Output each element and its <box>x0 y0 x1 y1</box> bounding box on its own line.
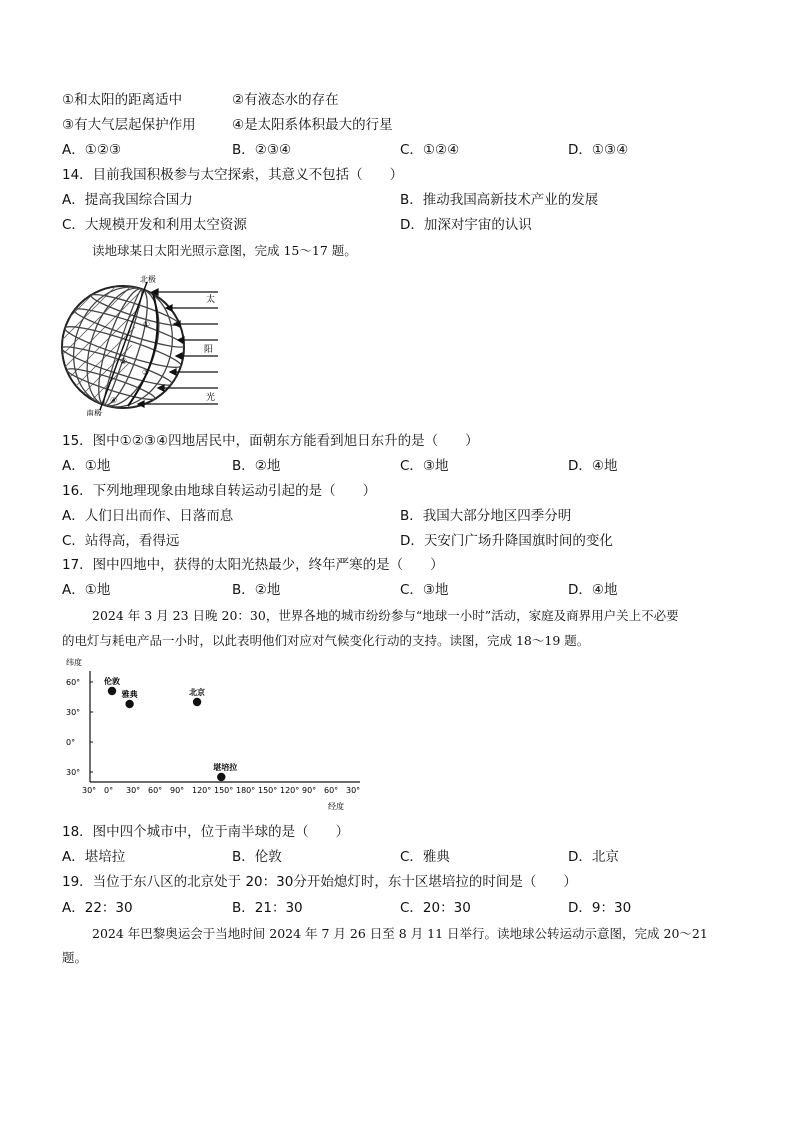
chart-y-tick-label: 0° <box>66 738 76 747</box>
q18-stem: 18．图中四个城市中，位于南半球的是（ ） <box>62 824 350 840</box>
chart-x-tick-label: 120° <box>280 786 300 795</box>
chart-x-tick-label: 30° <box>126 786 141 795</box>
chart-y-tick-label: 30° <box>66 708 81 717</box>
chart-x-tick-label: 60° <box>148 786 163 795</box>
q13-option-b[interactable]: B．②③④ <box>232 142 292 158</box>
chart-y-tick-label: 30° <box>66 768 81 777</box>
q18-option-b[interactable]: B．伦敦 <box>232 849 282 865</box>
q16-option-c[interactable]: C．站得高，看得远 <box>62 533 180 549</box>
q19-option-d[interactable]: D．9：30 <box>568 900 632 916</box>
q18-option-d[interactable]: D．北京 <box>568 849 619 865</box>
q19-option-b[interactable]: B．21：30 <box>232 900 303 916</box>
q17-stem: 17．图中四地中，获得的太阳光热最少，终年严寒的是（ ） <box>62 557 444 573</box>
earth-illumination-figure <box>60 272 230 416</box>
q17-option-a[interactable]: A．①地 <box>62 582 111 598</box>
q13-statement-3: ③有大气层起保护作用 <box>62 117 196 133</box>
q18-option-a[interactable]: A．堪培拉 <box>62 849 126 865</box>
q18-option-c[interactable]: C．雅典 <box>400 849 450 865</box>
q16-option-d[interactable]: D．天安门广场升降国旗时间的变化 <box>400 533 613 549</box>
q13-statement-4: ④是太阳系体积最大的行星 <box>232 117 393 133</box>
south-pole-label: 南极 <box>86 409 102 416</box>
q16-option-b[interactable]: B．我国大部分地区四季分明 <box>400 508 572 524</box>
q17-option-d[interactable]: D．④地 <box>568 582 618 598</box>
q13-option-a[interactable]: A．①②③ <box>62 142 122 158</box>
chart-x-tick-label: 90° <box>302 786 317 795</box>
q19-stem: 19．当位于东八区的北京处于 20：30分开始熄灯时，东十区堪培拉的时间是（ ） <box>62 874 577 890</box>
q15-option-d[interactable]: D．④地 <box>568 458 618 474</box>
city-label: 北京 <box>189 688 206 697</box>
q13-statement-1: ①和太阳的距离适中 <box>62 92 183 108</box>
q14-option-c[interactable]: C．大规模开发和利用太空资源 <box>62 217 247 233</box>
chart-x-tick-label: 120° <box>192 786 212 795</box>
city-location-chart <box>60 655 360 815</box>
q14-option-d[interactable]: D．加深对宇宙的认识 <box>400 217 532 233</box>
city-point <box>108 687 116 695</box>
q17-option-b[interactable]: B．②地 <box>232 582 281 598</box>
chart-x-axis-label: 经度 <box>328 802 344 811</box>
point-3-mark: ③ <box>142 368 150 377</box>
chart-y-axis-label: 纬度 <box>66 658 82 667</box>
q13-statement-2: ②有液态水的存在 <box>232 92 339 108</box>
city-label: 堪培拉 <box>213 763 238 772</box>
intro-15-17: 读地球某日太阳光照示意图，完成 15～17 题。 <box>92 243 357 258</box>
city-point <box>193 698 201 706</box>
q17-option-c[interactable]: C．③地 <box>400 582 449 598</box>
chart-y-tick-label: 60° <box>66 678 81 687</box>
q14-option-a[interactable]: A．提高我国综合国力 <box>62 192 193 208</box>
q19-option-c[interactable]: C．20：30 <box>400 900 471 916</box>
q16-option-a[interactable]: A．人们日出而作、日落而息 <box>62 508 234 524</box>
sunlight-label-1: 太 <box>206 295 216 305</box>
city-point <box>217 773 225 781</box>
q13-option-c[interactable]: C．①②④ <box>400 142 460 158</box>
chart-x-tick-label: 30° <box>82 786 97 795</box>
q13-option-d[interactable]: D．①③④ <box>568 142 629 158</box>
point-2-mark: ② <box>120 357 128 366</box>
city-label: 雅典 <box>121 690 138 699</box>
chart-x-tick-label: 90° <box>170 786 185 795</box>
intro-18-19-line-1: 2024 年 3 月 23 日晚 20：30，世界各地的城市纷纷参与“地球一小时”活动，家庭及商界用户关上不必要 <box>92 608 679 623</box>
q15-stem: 15．图中①②③④四地居民中，面朝东方能看到旭日东升的是（ ） <box>62 433 479 449</box>
chart-x-tick-label: 150° <box>258 786 278 795</box>
intro-18-19-line-2: 的电灯与耗电产品一小时，以此表明他们对应对气候变化行动的支持。读图，完成 18～19 题。 <box>62 633 590 648</box>
q14-option-b[interactable]: B．推动我国高新技术产业的发展 <box>400 192 599 208</box>
q19-option-a[interactable]: A．22：30 <box>62 900 133 916</box>
chart-x-tick-label: 30° <box>346 786 360 795</box>
chart-x-tick-label: 0° <box>104 786 114 795</box>
city-point <box>125 700 133 708</box>
chart-x-tick-label: 150° <box>214 786 234 795</box>
chart-x-tick-label: 180° <box>236 786 256 795</box>
q16-stem: 16．下列地理现象由地球自转运动引起的是（ ） <box>62 483 377 499</box>
point-4-mark: ④ <box>110 396 118 405</box>
city-label: 伦敦 <box>104 677 120 686</box>
chart-x-tick-label: 60° <box>324 786 339 795</box>
sunlight-label-3: 光 <box>206 393 216 403</box>
north-pole-label: 北极 <box>140 275 156 284</box>
q15-option-c[interactable]: C．③地 <box>400 458 449 474</box>
point-1-mark: ① <box>143 320 151 329</box>
sunlight-label-2: 阳 <box>204 345 214 355</box>
intro-20-21-line-1: 2024 年巴黎奥运会于当地时间 2024 年 7 月 26 日至 8 月 11 日举行。读地球公转运动示意图，完成 20～21 <box>92 926 708 941</box>
q14-stem: 14．目前我国积极参与太空探索，其意义不包括（ ） <box>62 167 404 183</box>
q15-option-b[interactable]: B．②地 <box>232 458 281 474</box>
intro-20-21-line-2: 题。 <box>62 950 88 965</box>
q15-option-a[interactable]: A．①地 <box>62 458 111 474</box>
